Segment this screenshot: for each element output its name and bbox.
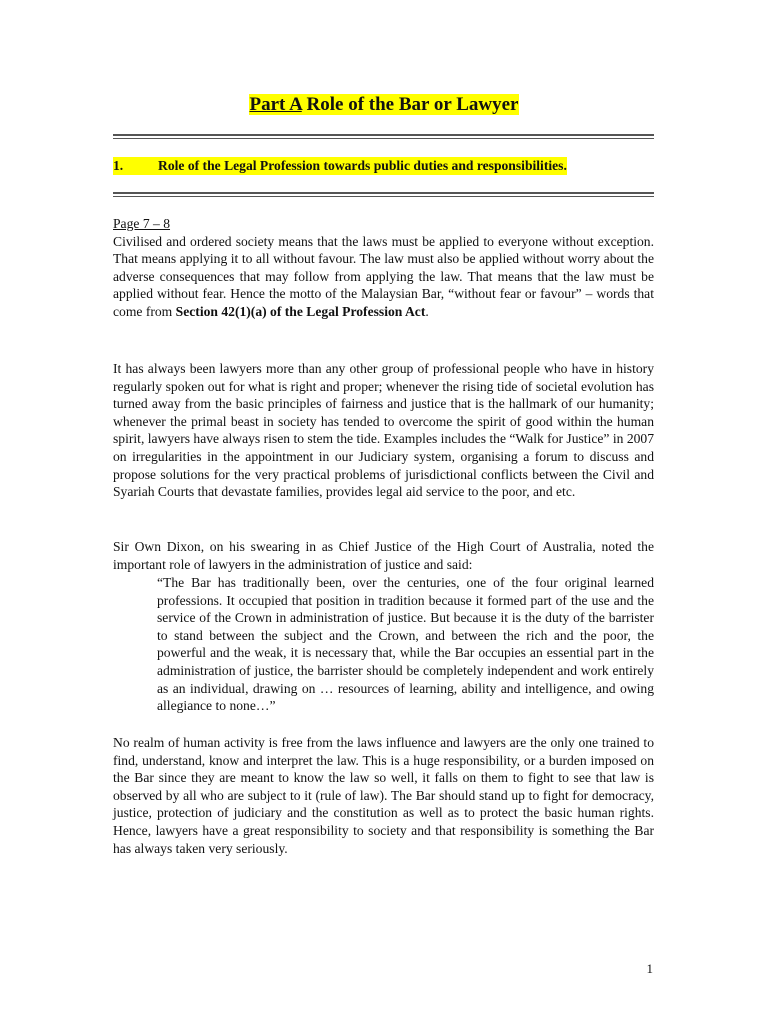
top-divider [113,134,654,139]
quote-text: “The Bar has traditionally been, over the centuries, one of the four original learned professions. It occupied that position in tradition because it formed part of the use and the service of the Crown in administration of justice. But because it is the duty of the barrister to stand between the subject and the Crown, and between the rich and the poor, the powerful and the weak, it is necessary that, while the Bar occupies an essential part in the administration of justice, the barrister should be completely independent and work entirely as an individual, drawing on … resources of learning, ability and intelligence, and owing allegiance to none…” [157,575,654,714]
bottom-divider [113,192,654,197]
paragraph-3-text: Sir Own Dixon, on his swearing in as Chief Justice of the High Court of Australia, noted the important role of lawyers in the administration of justice and said: [113,539,654,572]
paragraph-4 [113,734,654,857]
block-quote [157,574,654,715]
paragraph-2-text: It has always been lawyers more than any other group of professional people who have in history regularly spoken out for what is right and proper; whenever the rising tide of societal evolution has turned away from the basic principles of fairness and justice that is the hallmark of our humanity; whenever the primal beast in society has tended to overcome the spirit of good within the human spirit, lawyers have always risen to stem the tide. Examples includes the “Walk for Justice” in 2007 on irregularities in the appointment in our Judiciary system, organising a forum to discuss and propose solutions for the very practical problems of jurisdictional conflicts between the Civil and Syariah Courts that devastate families, provides legal aid service to the poor, and etc. [113,361,655,500]
section-number: 1. [113,158,124,173]
paragraph-1-bold: Section 42(1)(a) of the Legal Profession Act [175,303,426,319]
page-number: 1 [646,961,653,976]
paragraph-1-end: . [425,303,429,319]
paragraph-2 [113,360,654,501]
title-text: Role of the Bar or Lawyer [301,94,519,115]
paragraph-1-text: Civilised and ordered society means that the laws must be applied to everyone without exception. That means applying it to all without favour. The law must also be applied without worry about the adverse consequences that may follow from applying the law. That means that the law must be applied without fear. Hence the motto of the Malaysian Bar, “without fear or favour” – words that come from [113,233,654,319]
title-highlight [249,94,520,115]
paragraph-1 [113,215,654,321]
section-heading-text: Role of the Legal Profession towards public duties and responsibilities. [158,158,567,173]
section-heading [113,157,567,175]
page-reference: Page 7 – 8 [113,216,171,231]
page-title [0,93,768,117]
paragraph-3 [113,538,654,573]
title-part-label: Part A [249,94,302,115]
paragraph-4-text: No realm of human activity is free from the laws influence and lawyers are the only one trained to find, understand, know and interpret the law. This is a huge responsibility, or a burden imposed on the Bar since they are meant to know the law so well, it falls on them to fight to see that law is observed by all who are subject to it (rule of law). The Bar should stand up to fight for democracy, justice, protection of judiciary and the constitution as well as to protect the basic human rights. Hence, lawyers have a great responsibility to society and that responsibility is something the Bar has always taken very seriously. [113,735,654,856]
